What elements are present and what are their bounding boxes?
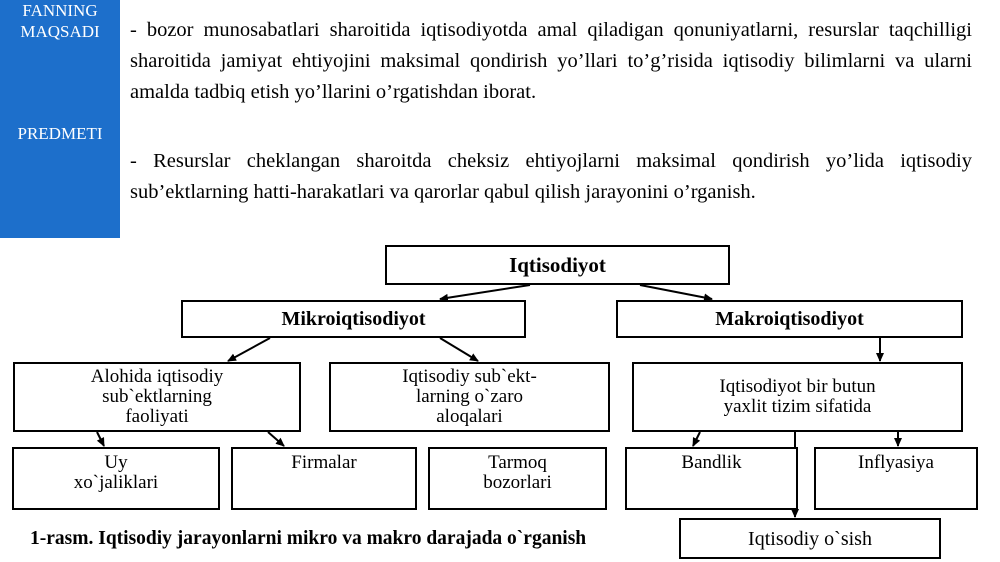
node-alohida-subektlar: Alohida iqtisodiy sub`ektlarning faoliyati	[13, 362, 301, 432]
figure-caption: 1-rasm. Iqtisodiy jarayonlarni mikro va makro darajada o`rganish	[30, 528, 587, 549]
edge-micro-aloqalari	[440, 338, 478, 361]
edge-alohida-uy	[97, 432, 104, 446]
node-inflyasiya: Inflyasiya	[814, 447, 978, 510]
node-makroiqtisodiyot: Makroiqtisodiyot	[616, 300, 963, 338]
node-yaxlit-tizim: Iqtisodiyot bir butun yaxlit tizim sifatida	[632, 362, 963, 432]
sidebar-label-maqsad: FANNING MAQSADI	[20, 1, 100, 41]
edge-root-macro	[640, 285, 712, 299]
edge-butun-bandlik	[693, 432, 700, 446]
node-bandlik: Bandlik	[625, 447, 798, 510]
node-iqtisodiy-osish: Iqtisodiy o`sish	[679, 518, 941, 559]
edge-alohida-firmalar	[268, 432, 284, 446]
sidebar-label-predmeti: PREDMETI	[17, 124, 103, 143]
node-tarmoq-bozorlari: Tarmoq bozorlari	[428, 447, 607, 510]
edge-root-micro	[440, 285, 530, 299]
node-uy-xojaliklari: Uy xo`jaliklari	[12, 447, 220, 510]
node-mikroiqtisodiyot: Mikroiqtisodiyot	[181, 300, 526, 338]
edge-micro-alohida	[228, 338, 270, 361]
goal-paragraph: - bozor munosabatlari sharoitida iqtisodiyotda amal qiladigan qonuniyatlarni, resurslar taqchilligi sharoitida jamiyat ehtiyojini maksimal qondirish yo’llari to’g’risida iqtisodiy bilimlarni va ularni amalda tadbiq etish yo’llarini o’rgatishdan iborat.	[130, 19, 972, 103]
node-ozaro-aloqalar: Iqtisodiy sub`ekt- larning o`zaro aloqalari	[329, 362, 610, 432]
node-iqtisodiyot: Iqtisodiyot	[385, 245, 730, 285]
node-firmalar: Firmalar	[231, 447, 417, 510]
subject-paragraph: - Resurslar cheklangan sharoitda cheksiz ehtiyojlarni maksimal qondirish yo’lida iqtisodiy sub’ektlarning hatti-harakatlari va qarorlar qabul qilish jarayonini o’rganish.	[130, 150, 972, 203]
